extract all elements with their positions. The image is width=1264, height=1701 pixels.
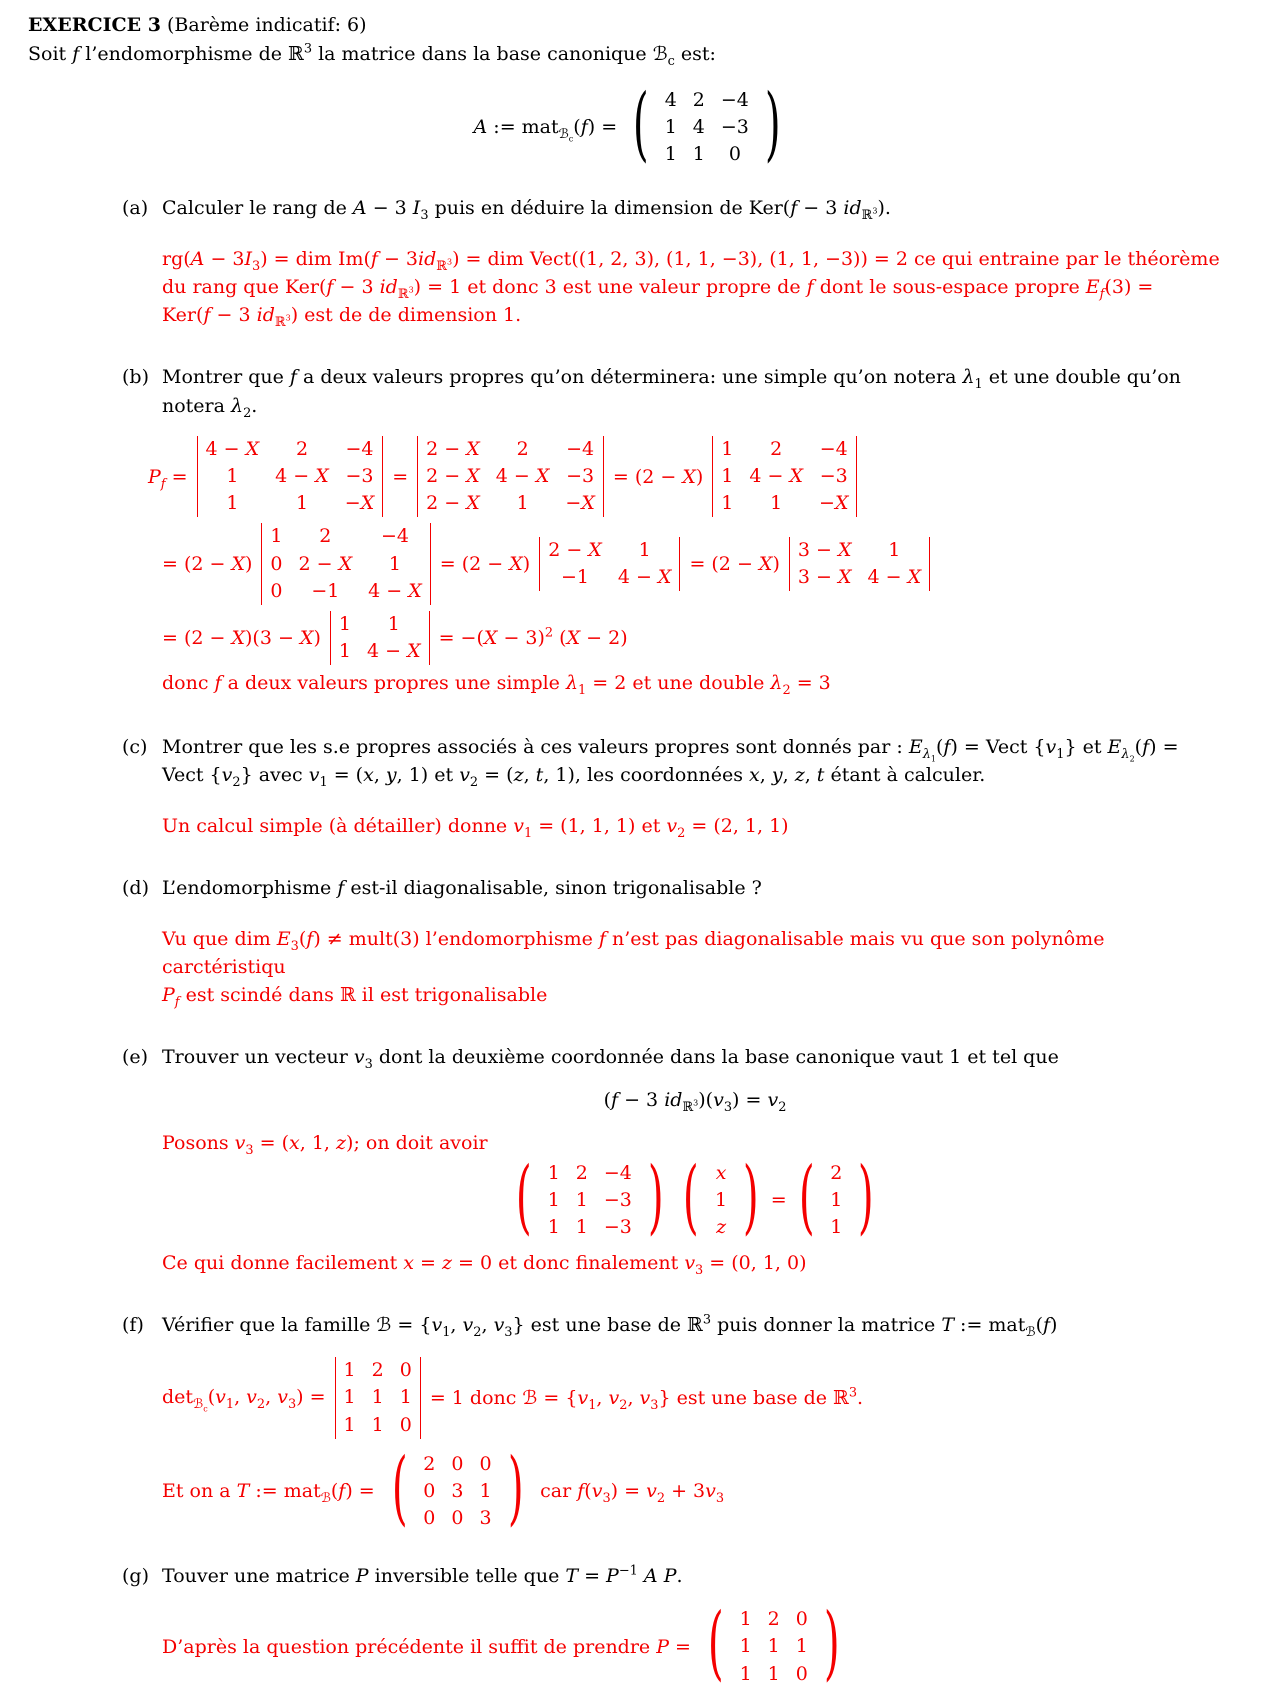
factor-text: = (2 − X)(3 − X) [162, 626, 321, 649]
determinant-2: 2 − X 2 −4 2 − X 4 − X −3 2 − X 1 −X [417, 436, 604, 517]
factor-text: = (2 − X) [612, 465, 704, 488]
determinant-1: 4 − X 2 −4 1 4 − X −3 1 1 −X [197, 436, 384, 517]
item-d [122, 874, 1228, 1009]
basis-determinant-line [162, 1357, 1228, 1438]
equals-sign: = [392, 465, 409, 488]
equals-sign: = [770, 1189, 787, 1212]
item-e-label: (e) [122, 1045, 149, 1068]
item-c [122, 733, 1228, 840]
basis-determinant: 1 2 0 1 1 1 1 1 0 [335, 1357, 421, 1438]
determinant-3: 1 2 −4 1 4 − X −3 1 1 −X [712, 436, 857, 517]
item-e-conclusion: Ce qui donne facilement x = z = 0 et donc finalement $v_3 = (0$, 1, 0) [162, 1251, 807, 1278]
p-matrix-line [162, 1596, 1228, 1691]
det-label: $\det_{ℬ_c}(v_1$, $v_2$, $v_3$) = [162, 1386, 326, 1414]
exercise-title [28, 12, 1234, 39]
item-c-label: (c) [122, 735, 148, 758]
matrix-a-label: A := mat$_{ℬ_c}$(f) = [473, 116, 618, 144]
p-matrix: ( 1 2 0 1 1 1 1 1 0 ) [707, 1596, 840, 1691]
det-conclusion: = 1 donc ℬ = {$v_1$, $v_2$, $v_3$} est une base de ℝ$^3$. [429, 1385, 864, 1413]
determinant-7: 1 1 1 4 − X [330, 611, 430, 665]
unknown-vector: ( x 1 z ) [683, 1149, 759, 1244]
t-reason: car $f(v_3) = v_2 + 3v_3$ [540, 1480, 725, 1507]
display-equation [162, 1089, 1228, 1116]
item-d-answer: Vu que dim $E_3(f)$ ≠ mult(3) l’endomorphisme f n’est pas diagonalisable mais vu que son polynôme carctéristiqu $P_f$ est scindé dans ℝ il est trigonalisable [162, 927, 1105, 1010]
item-e [122, 1043, 1228, 1277]
char-poly-lhs: $P_f$ = [148, 465, 188, 492]
coefficient-matrix: ( 1 2 −4 1 1 −3 1 1 −3 ) [516, 1149, 664, 1244]
matrix-a-display [28, 77, 1234, 172]
determinant-4: 1 2 −4 0 2 − X 1 0 −1 4 − X [261, 523, 430, 604]
item-g [122, 1562, 1228, 1691]
item-a-label: (a) [122, 197, 149, 220]
exercise-title-rest: (Barème indicatif: 6) [160, 14, 367, 36]
item-b [122, 363, 1228, 697]
item-a-question: Calculer le rang de A − 3 $I_3$ puis en déduire la dimension de Ker(f − 3 $id_{ℝ^3}$). [162, 197, 891, 224]
p-label: D’après la question précédente il suffit de prendre P = [162, 1635, 691, 1658]
item-g-question: Touver une matrice P inversible telle que $T = P^{-1}$ A P. [162, 1563, 683, 1587]
factor-text: = (2 − X) [689, 553, 780, 576]
item-b-conclusion: donc f a deux valeurs propres une simple $\lambda_1 = 2$ et une double $\lambda_2 = 3$ [162, 671, 831, 698]
item-c-answer: Un calcul simple (à détailler) donne $v_1 = (1$, 1, 1) et $v_2 = (2$, 1, 1) [162, 814, 789, 841]
item-f-label: (f) [122, 1313, 144, 1336]
exercise-title-bold: EXERCICE 3 [28, 14, 161, 36]
char-poly-line-2 [162, 523, 1228, 604]
item-d-label: (d) [122, 877, 149, 900]
factor-text: = (2 − X) [162, 553, 253, 576]
item-g-label: (g) [122, 1564, 149, 1587]
item-f-question: Vérifier que la famille ℬ = {$v_1$, $v_2$, $v_3$} est une base de ℝ$^3$ puis donner la matrice T := mat$_ℬ$(f) [162, 1312, 1058, 1340]
item-f [122, 1311, 1228, 1535]
item-e-question: Trouver un vecteur $v_3$ dont la deuxième coordonnée dans la base canonique vaut 1 et tel que [162, 1045, 1059, 1072]
determinant-6: 3 − X 1 3 − X 4 − X [789, 537, 930, 591]
item-d-question: L’endomorphisme f est-il diagonalisable, sinon trigonalisable ? [162, 877, 762, 900]
item-b-label: (b) [122, 366, 149, 389]
t-label: Et on a T := mat$_ℬ$(f) = [162, 1480, 375, 1507]
char-poly-line-3 [162, 611, 1228, 665]
char-poly-line-1 [148, 436, 1228, 517]
factor-text: = (2 − X) [439, 553, 531, 576]
determinant-5: 2 − X 1 −1 4 − X [539, 537, 680, 591]
item-e-posons: Posons $v_3 = (x$, 1, z); on doit avoir [162, 1132, 488, 1159]
t-matrix-line [162, 1440, 1228, 1535]
t-matrix: ( 2 0 0 0 3 1 0 0 3 ) [391, 1440, 524, 1535]
v3-matrix-equation [162, 1149, 1228, 1244]
item-a-answer: $rg(A - 3I_3)$ = dim $Im(f - 3id_{ℝ^3})$ = dim Vect((1, 2, 3), (1, 1, −3), (1, 1, −3)) = 2 ce qui entraine par le théorème du rang que Ker(f − 3 $id_{ℝ^3}) = 1$ et donc 3 est une valeur propre de f dont le sous-espace propre $E_f(3)$ = Ker(f − 3 $id_{ℝ^3}$) est de de dimension 1. [162, 247, 1220, 330]
item-a [122, 194, 1228, 329]
result-polynomial: = $-(X - 3)^2$ (X − 2) [438, 625, 628, 649]
result-vector: ( 2 1 1 ) [798, 1149, 874, 1244]
matrix-a: ( 4 2 −4 1 4 −3 1 1 0 ) [633, 77, 781, 172]
intro-text: Soit f l’endomorphisme de ℝ$^3$ la matrice dans la base canonique ℬ$_c$ est: [28, 41, 716, 69]
item-c-question: Montrer que les s.e propres associés à ces valeurs propres sont donnés par : $E_{\lambda_1}(f)$ = Vect $\{v_1\}$ et $E_{\lambda_2}(f)$ = Vect $\{v_2\}$ avec $v_1 = (x$, y, 1) et $v_2 = (z$, t, 1), les coordonnées x, y, z, t étant à calculer. [162, 735, 1179, 791]
item-b-question: Montrer que f a deux valeurs propres qu’on déterminera: une simple qu’on notera $\lambda_1$ et une double qu’on notera $\lambda_2$. [162, 366, 1181, 421]
equation-text: (f − 3 $id_{ℝ^3})(v_3) = v_2$ [603, 1089, 787, 1116]
